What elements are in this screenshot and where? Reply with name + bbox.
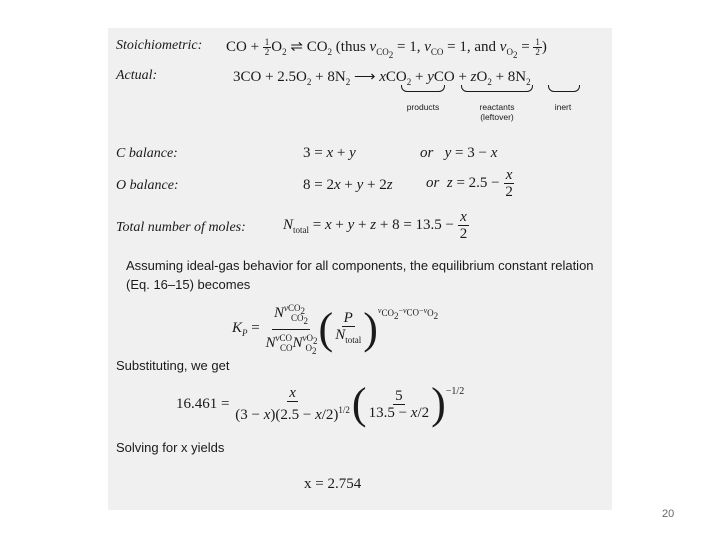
inert-brace bbox=[548, 85, 580, 92]
assuming-paragraph: Assuming ideal-gas behavior for all components, the equilibrium constant relation (Eq. 16–15) becomes bbox=[126, 258, 594, 292]
products-note: products bbox=[406, 102, 440, 112]
o-balance-equation: 8 = 2x + y + 2z bbox=[303, 177, 393, 193]
reactants-note: reactants (leftover) bbox=[479, 102, 515, 122]
o-balance-alt: or z = 2.5 − $\frac{x}{2}$ bbox=[426, 167, 513, 200]
solving-text: Solving for x yields bbox=[116, 440, 225, 455]
reactants-brace bbox=[461, 85, 533, 92]
stoichiometric-equation: CO + $\frac{1}{2}$ $O_2$ ⇌ $CO_2$ (thus $\nu_{CO_2} = 1$, $\nu_{CO} = 1$, and $\nu_{O_2}$ = $\frac{1}{2}$ ) bbox=[226, 37, 547, 60]
products-brace bbox=[401, 85, 445, 92]
actual-label: Actual: bbox=[116, 68, 158, 83]
total-moles-label: Total number of moles: bbox=[116, 220, 246, 235]
inert-note: inert bbox=[554, 102, 572, 112]
actual-equation: $3CO + 2.5O_2 + 8N_2$ ⟶ xCO$_2$ + yCO + $zO_2 + 8N_2$ bbox=[233, 69, 531, 87]
result-equation: x = 2.754 bbox=[304, 476, 362, 492]
substituting-text: Substituting, we get bbox=[116, 358, 230, 373]
page-number: 20 bbox=[662, 508, 675, 520]
c-balance-label: C balance: bbox=[116, 146, 178, 161]
c-balance-equation: 3 = x + y bbox=[303, 145, 356, 161]
total-moles-equation: $N_{total} = x + y + z + 8 = 13.5$ − $\frac{x}{2}$ bbox=[283, 209, 468, 242]
substituted-equation: 16.461 = $\frac{x}{(3 - x)(2.5 - x/2)^{1/2}}$ ( $\frac{5}{13.5 - x/2}$ ) −1/2 bbox=[176, 379, 465, 428]
c-balance-alt: or y = 3 − x bbox=[420, 145, 498, 161]
kp-equation: $K_P$ = $\frac{N^{\nu CO_2}_{CO_2}}{N^{\nu CO}_{CO}N^{\nu O_2}_{O_2}}$ ( $\frac{P}{N_{total}}$ ) $\nu_{CO_2}-\nu_{CO}-\nu_{O_2}$ bbox=[232, 300, 438, 359]
textbook-excerpt bbox=[108, 28, 612, 510]
o-balance-label: O balance: bbox=[116, 178, 179, 193]
stoichiometric-label: Stoichiometric: bbox=[116, 38, 203, 53]
